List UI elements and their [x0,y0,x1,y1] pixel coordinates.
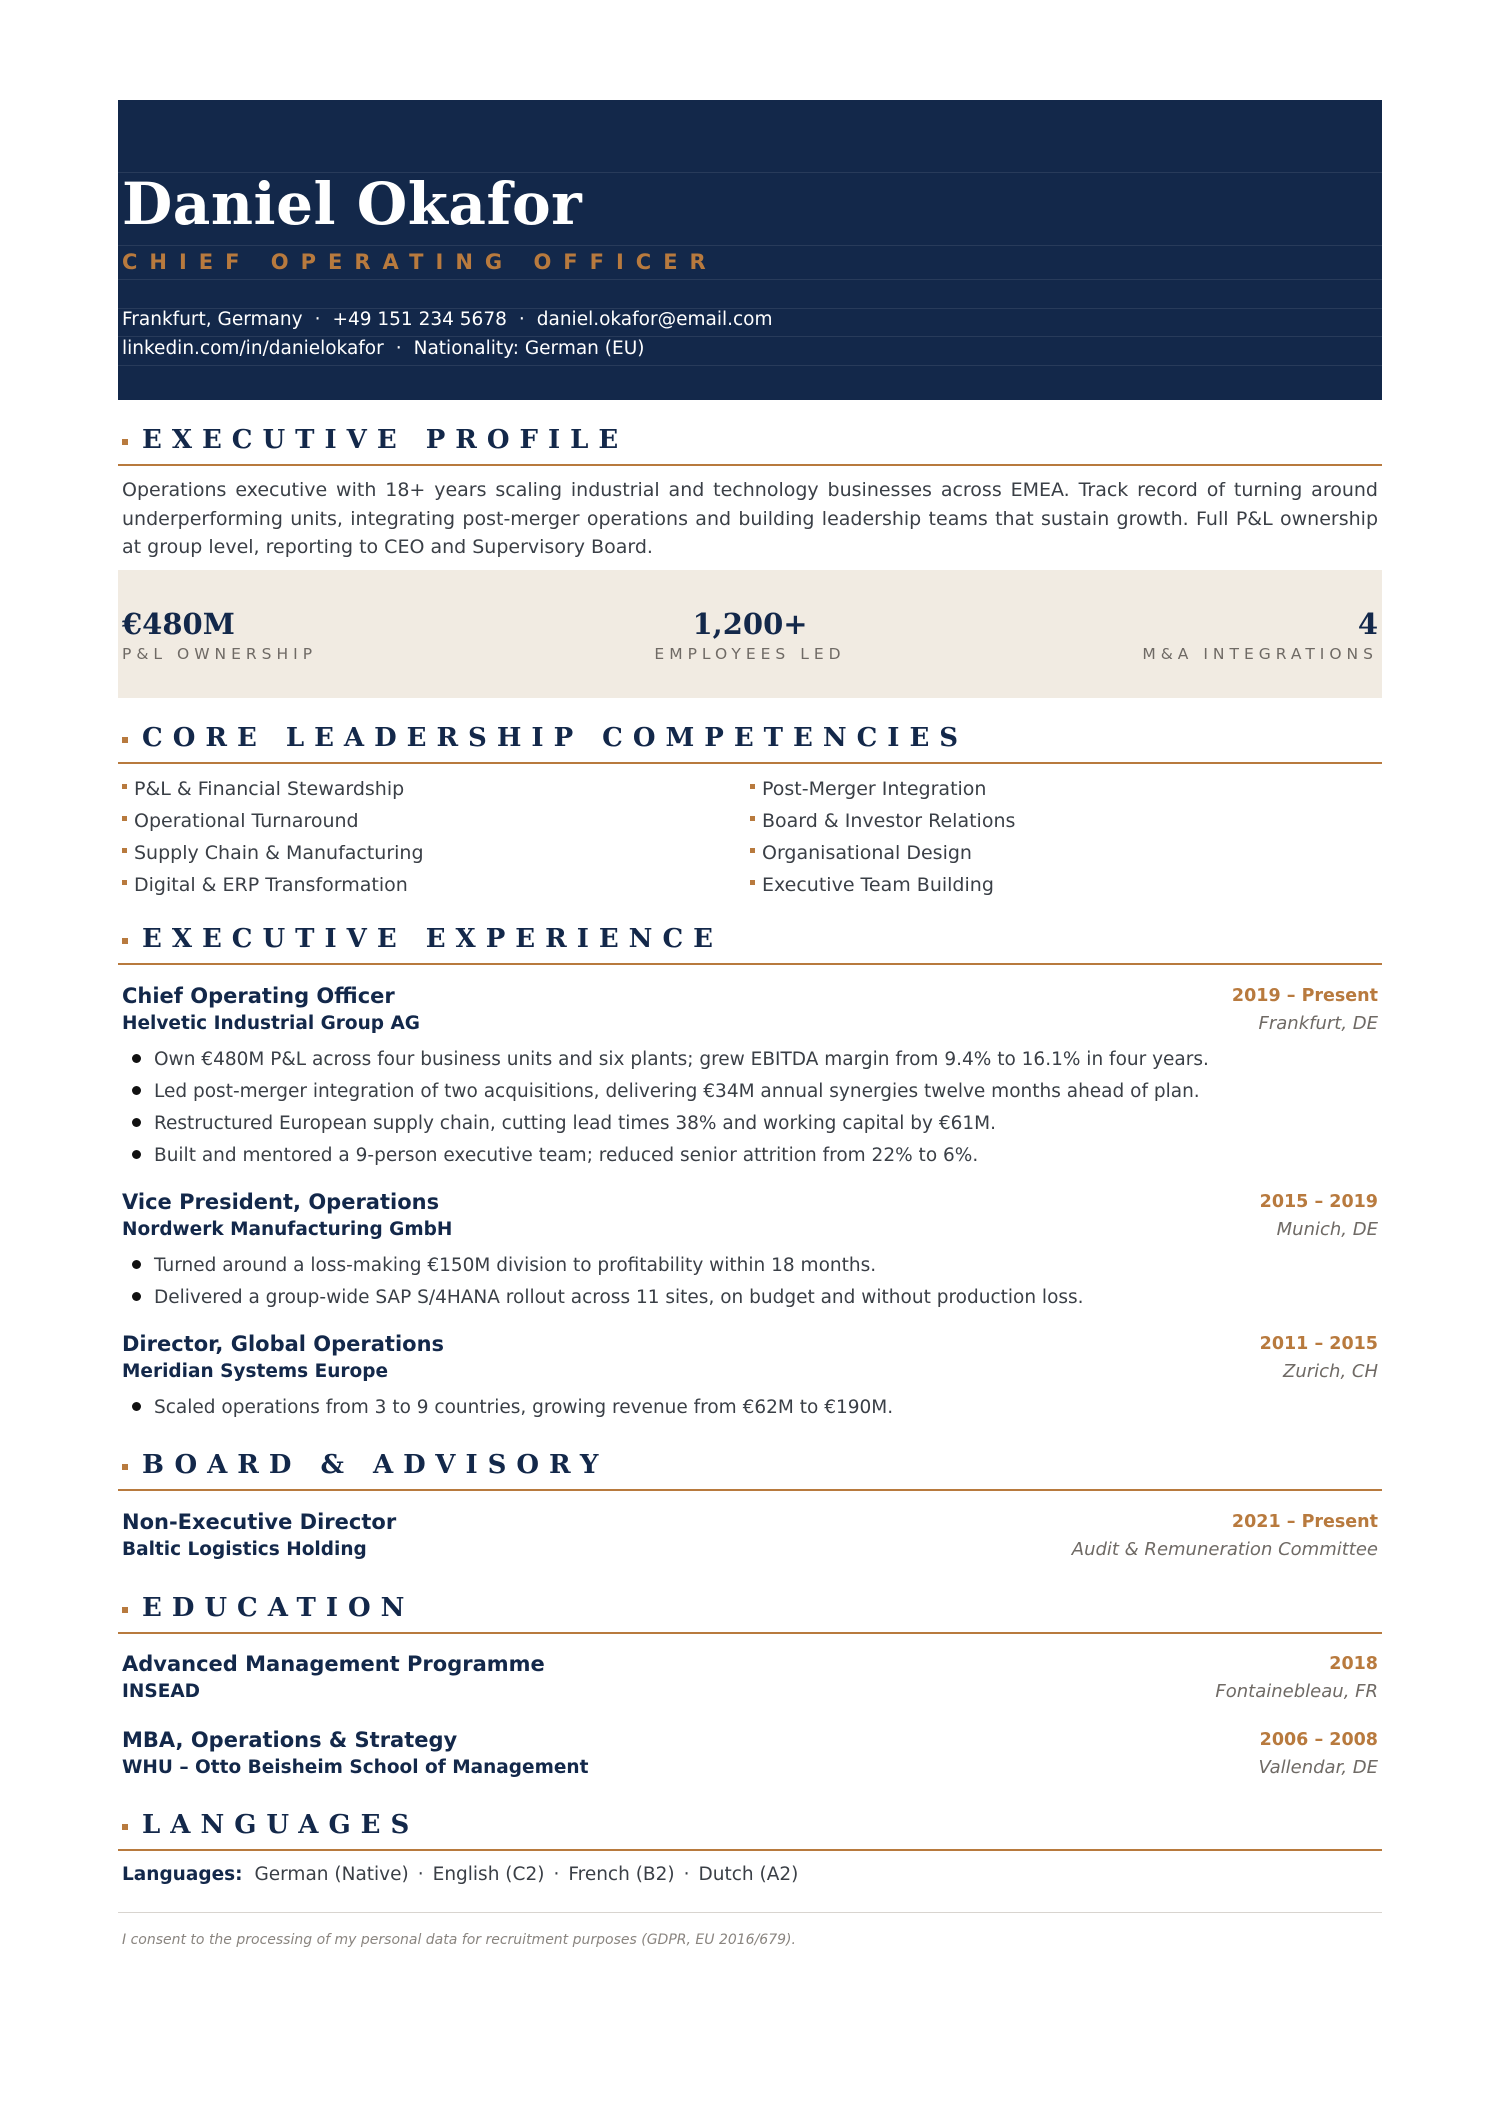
competency-item [750,773,986,805]
degree-location: Vallendar, DE [1258,1757,1378,1778]
stat-value: 4 [1357,607,1378,641]
job-dates: 2015 – 2019 [1259,1192,1378,1212]
job-company: Nordwerk Manufacturing GmbH [122,1219,453,1240]
job-dates: 2011 – 2015 [1259,1334,1378,1354]
candidate-role: CHIEF OPERATING OFFICER [122,250,718,274]
achievement-bullet [132,1284,1084,1312]
job-title: Chief Operating Officer [122,984,395,1008]
section-heading-competencies [118,716,1382,764]
header-rule [118,245,1382,246]
achievement-text: Built and mentored a 9-person executive team; reduced senior attrition from 22% to 6%. [154,1145,979,1166]
section-marker-icon [122,1824,128,1830]
achievement-bullet [132,1046,1209,1074]
board-organisation: Baltic Logistics Holding [122,1539,367,1560]
separator: · [553,1864,560,1885]
bullet-dot-icon [132,1260,141,1269]
competency-label: P&L & Financial Stewardship [134,778,405,800]
contact-line-2 [122,336,644,362]
job-location: Frankfurt, DE [1258,1013,1378,1034]
resume-page [118,100,1382,1948]
achievement-bullet [132,1394,893,1422]
degree-dates: 2006 – 2008 [1259,1730,1378,1750]
achievement-text: Scaled operations from 3 to 9 countries, growing revenue from €62M to €190M. [154,1397,894,1418]
degree-institution: WHU – Otto Beisheim School of Management [122,1757,589,1778]
stat-value: €480M [122,607,235,641]
languages-label: Languages: [122,1864,243,1885]
section-marker-icon [122,1607,128,1613]
contact-line-1 [122,307,773,333]
language-item: French (B2) [568,1864,675,1885]
square-bullet-icon [750,880,755,885]
section-title: EXECUTIVE EXPERIENCE [142,924,723,954]
gdpr-consent-note: I consent to the processing of my personal data for recruitment purposes (GDPR, EU 2016/679). [122,1932,796,1948]
degree-location: Fontainebleau, FR [1215,1681,1378,1702]
degree-title: MBA, Operations & Strategy [122,1728,458,1752]
square-bullet-icon [750,848,755,853]
section-heading-languages [118,1803,1382,1851]
bullet-dot-icon [132,1150,141,1159]
profile-summary: Operations executive with 18+ years scaling industrial and technology businesses across EMEA. Track record of turning around underperforming units, integrating post-merger operations and building leadership teams that sustain growth. Full P&L ownership at group level, reporting to CEO and Supervisory Board. [122,479,1378,558]
competency-item [122,837,424,869]
stat-label: M&A INTEGRATIONS [1142,645,1378,663]
achievement-text: Turned around a loss-making €150M division to profitability within 18 months. [154,1255,877,1276]
email-text: daniel.okafor@email.com [536,309,773,330]
achievement-bullet [132,1142,978,1170]
stat-value: 1,200+ [692,607,808,641]
bullet-dot-icon [132,1292,141,1301]
achievement-bullet [132,1078,1200,1106]
job-title: Director, Global Operations [122,1332,445,1356]
square-bullet-icon [122,880,127,885]
competency-label: Executive Team Building [762,874,994,896]
section-marker-icon [122,439,128,445]
degree-institution: INSEAD [122,1681,201,1702]
section-title: CORE LEADERSHIP COMPETENCIES [142,723,969,753]
separator: · [417,1864,424,1885]
competency-item [750,805,1015,837]
competency-item [750,837,972,869]
competency-item [122,805,359,837]
header-band [118,100,1382,400]
section-marker-icon [122,737,128,743]
separator: · [314,309,321,330]
competency-item [122,773,404,805]
bullet-dot-icon [132,1086,141,1095]
section-title: LANGUAGES [142,1810,420,1840]
language-item: English (C2) [432,1864,545,1885]
square-bullet-icon [750,784,755,789]
square-bullet-icon [122,816,127,821]
language-item: German (Native) [254,1864,409,1885]
competency-label: Post-Merger Integration [762,778,987,800]
separator: · [518,309,525,330]
footer-divider [118,1912,1382,1913]
bullet-dot-icon [132,1118,141,1127]
job-dates: 2019 – Present [1231,986,1378,1006]
candidate-name: Daniel Okafor [122,170,583,238]
job-company: Meridian Systems Europe [122,1361,389,1382]
achievement-bullet [132,1252,876,1280]
section-title: BOARD & ADVISORY [142,1450,609,1480]
section-heading-experience [118,917,1382,965]
job-company: Helvetic Industrial Group AG [122,1013,420,1034]
header-rule [118,279,1382,280]
achievement-text: Own €480M P&L across four business units and six plants; grew EBITDA margin from 9.4% to 16.1% in four years. [154,1049,1209,1070]
location-text: Frankfurt, Germany [122,309,303,330]
square-bullet-icon [122,848,127,853]
languages-line [122,1861,798,1889]
achievement-text: Restructured European supply chain, cutting lead times 38% and working capital by €61M. [154,1113,997,1134]
section-marker-icon [122,1464,128,1470]
degree-title: Advanced Management Programme [122,1652,545,1676]
bullet-dot-icon [132,1402,141,1411]
key-stats-band [118,570,1382,698]
separator: · [395,338,402,359]
section-heading-profile [118,418,1382,466]
competency-label: Organisational Design [762,842,972,864]
square-bullet-icon [750,816,755,821]
stat-label: EMPLOYEES LED [654,645,846,663]
header-rule [118,365,1382,366]
competency-label: Digital & ERP Transformation [134,874,408,896]
section-heading-board [118,1443,1382,1491]
competency-label: Operational Turnaround [134,810,359,832]
degree-dates: 2018 [1329,1654,1378,1674]
achievement-bullet [132,1110,996,1138]
job-location: Zurich, CH [1283,1361,1378,1382]
section-title: EDUCATION [142,1593,415,1623]
nationality-text: Nationality: German (EU) [413,338,645,359]
achievement-text: Delivered a group-wide SAP S/4HANA rollout across 11 sites, on budget and without production loss. [154,1287,1084,1308]
job-title: Vice President, Operations [122,1190,440,1214]
board-role-title: Non-Executive Director [122,1510,397,1534]
competency-item [750,869,994,901]
section-marker-icon [122,938,128,944]
achievement-text: Led post-merger integration of two acquisitions, delivering €34M annual synergies twelve months ahead of plan. [154,1081,1200,1102]
board-role-dates: 2021 – Present [1231,1512,1378,1532]
stat-integrations [1142,606,1378,664]
separator: · [683,1864,690,1885]
competency-item [122,869,408,901]
language-item: Dutch (A2) [698,1864,799,1885]
competency-label: Supply Chain & Manufacturing [134,842,424,864]
linkedin-text: linkedin.com/in/danielokafor [122,338,384,359]
section-title: EXECUTIVE PROFILE [142,425,629,455]
phone-text: +49 151 234 5678 [332,309,507,330]
board-committee: Audit & Remuneration Committee [1071,1539,1378,1560]
competency-label: Board & Investor Relations [762,810,1016,832]
job-location: Munich, DE [1276,1219,1378,1240]
square-bullet-icon [122,784,127,789]
section-heading-education [118,1586,1382,1634]
stat-label: P&L OWNERSHIP [122,645,318,663]
bullet-dot-icon [132,1054,141,1063]
